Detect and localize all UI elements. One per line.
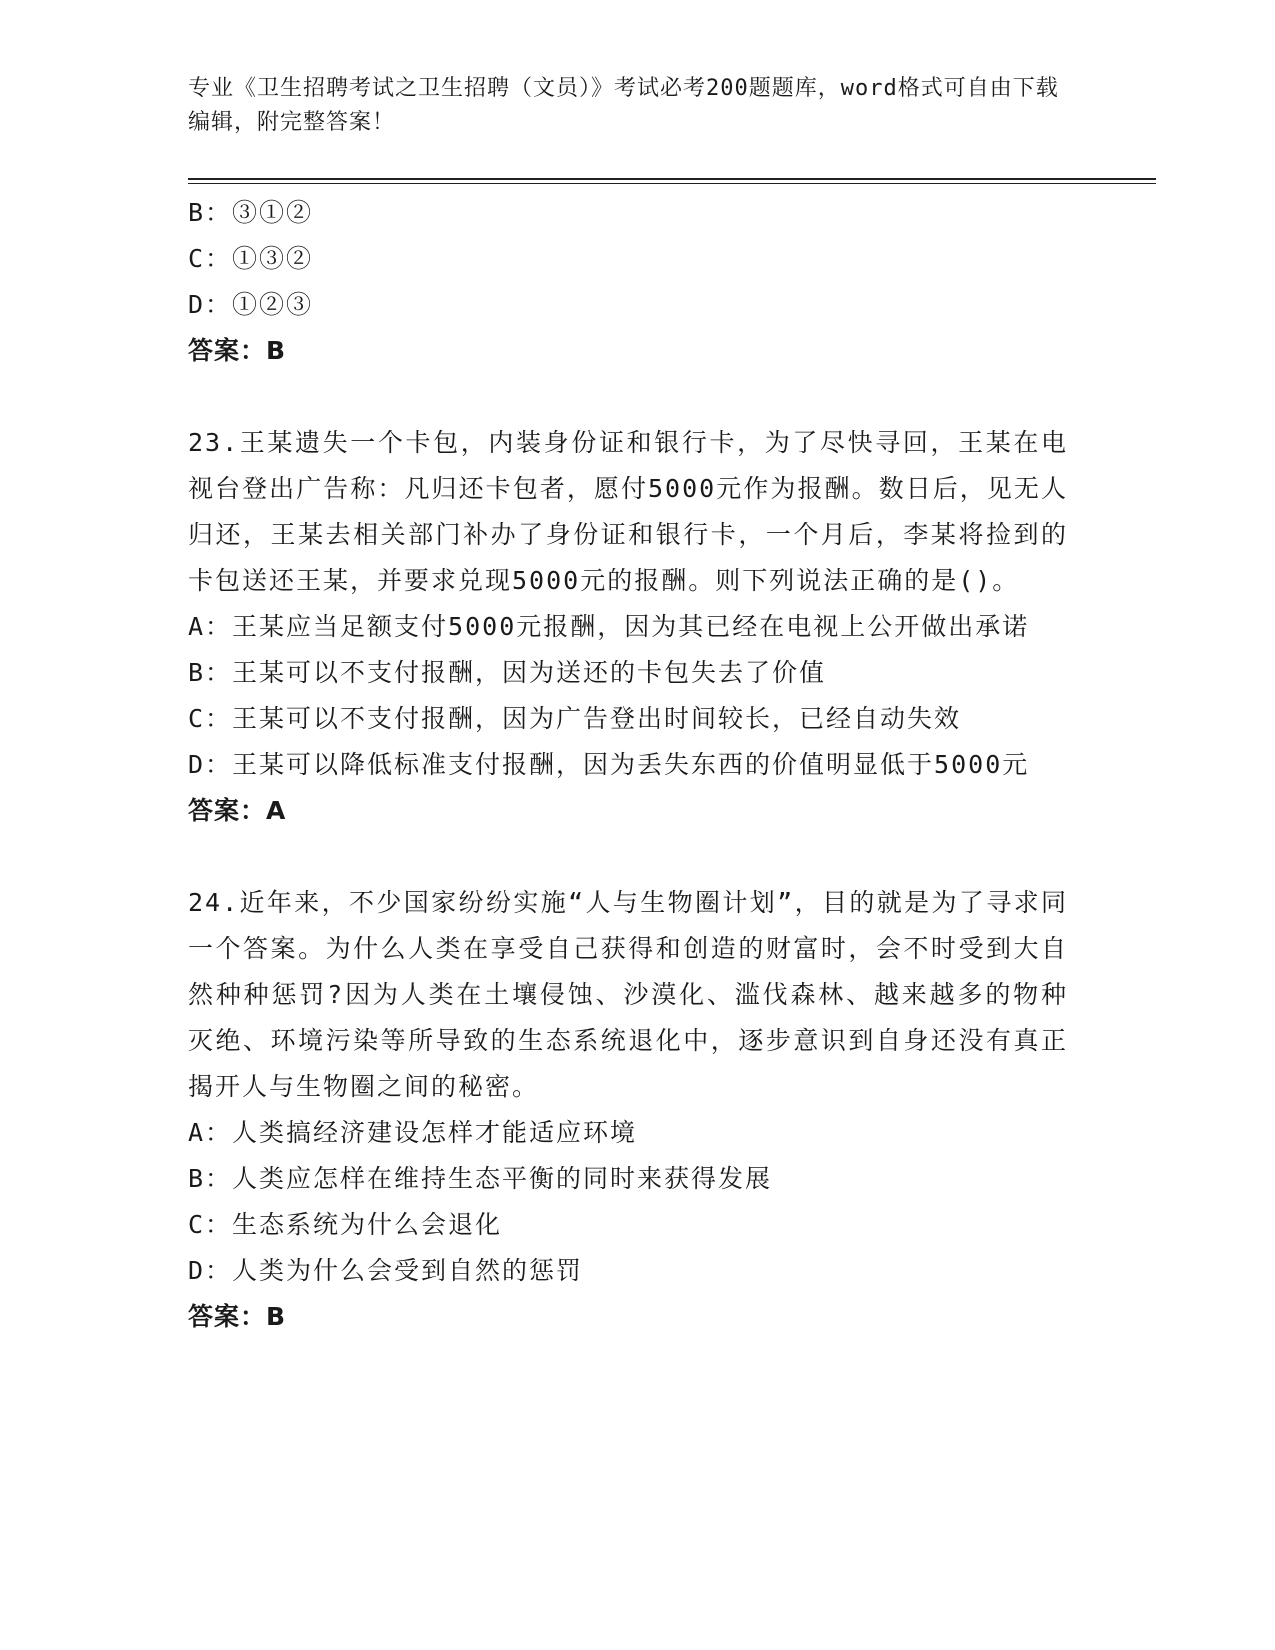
option-d: D：①②③ bbox=[188, 290, 314, 319]
document-body bbox=[188, 190, 1088, 1340]
option-a: A：人类搞经济建设怎样才能适应环境 bbox=[188, 1118, 638, 1147]
question-stem: 24.近年来，不少国家纷纷实施“人与生物圈计划”，目的就是为了寻求同一个答案。为什么人类在享受自己获得和创造的财富时，会不时受到大自然种种惩罚?因为人类在土壤侵蚀、沙漠化、滥伐森林、越来越多的物种灭绝、环境污染等所导致的生态系统退化中，逐步意识到自身还没有真正揭开人与生物圈之间的秘密。 bbox=[188, 888, 1068, 1101]
answer-line: 答案：B bbox=[188, 1302, 287, 1331]
question-stem: 23.王某遗失一个卡包，内装身份证和银行卡，为了尽快寻回，王某在电视台登出广告称：凡归还卡包者，愿付5000元作为报酬。数日后，见无人归还，王某去相关部门补办了身份证和银行卡，一个月后，李某将捡到的卡包送还王某，并要求兑现5000元的报酬。则下列说法正确的是()。 bbox=[188, 428, 1068, 595]
option-b: B：人类应怎样在维持生态平衡的同时来获得发展 bbox=[188, 1164, 773, 1193]
option-c: C：①③② bbox=[188, 244, 314, 273]
option-d: D：王某可以降低标准支付报酬，因为丢失东西的价值明显低于5000元 bbox=[188, 750, 1030, 779]
question-24 bbox=[188, 880, 1088, 1340]
spacer bbox=[188, 374, 1088, 420]
previous-question-tail bbox=[188, 190, 1088, 374]
option-a: A：王某应当足额支付5000元报酬，因为其已经在电视上公开做出承诺 bbox=[188, 612, 1030, 641]
header-divider-thick bbox=[188, 178, 1156, 180]
answer-line: 答案：B bbox=[188, 336, 287, 365]
answer-line: 答案：A bbox=[188, 796, 287, 825]
option-c: C：王某可以不支付报酬，因为广告登出时间较长，已经自动失效 bbox=[188, 704, 962, 733]
option-b: B：③①② bbox=[188, 198, 314, 227]
option-d: D：人类为什么会受到自然的惩罚 bbox=[188, 1256, 584, 1285]
question-23 bbox=[188, 420, 1088, 834]
header-divider-thin bbox=[188, 183, 1156, 184]
option-c: C：生态系统为什么会退化 bbox=[188, 1210, 503, 1239]
page-header: 专业《卫生招聘考试之卫生招聘（文员）》考试必考200题题库，word格式可自由下载编辑，附完整答案！ bbox=[188, 76, 1059, 135]
spacer bbox=[188, 834, 1088, 880]
option-b: B：王某可以不支付报酬，因为送还的卡包失去了价值 bbox=[188, 658, 827, 687]
